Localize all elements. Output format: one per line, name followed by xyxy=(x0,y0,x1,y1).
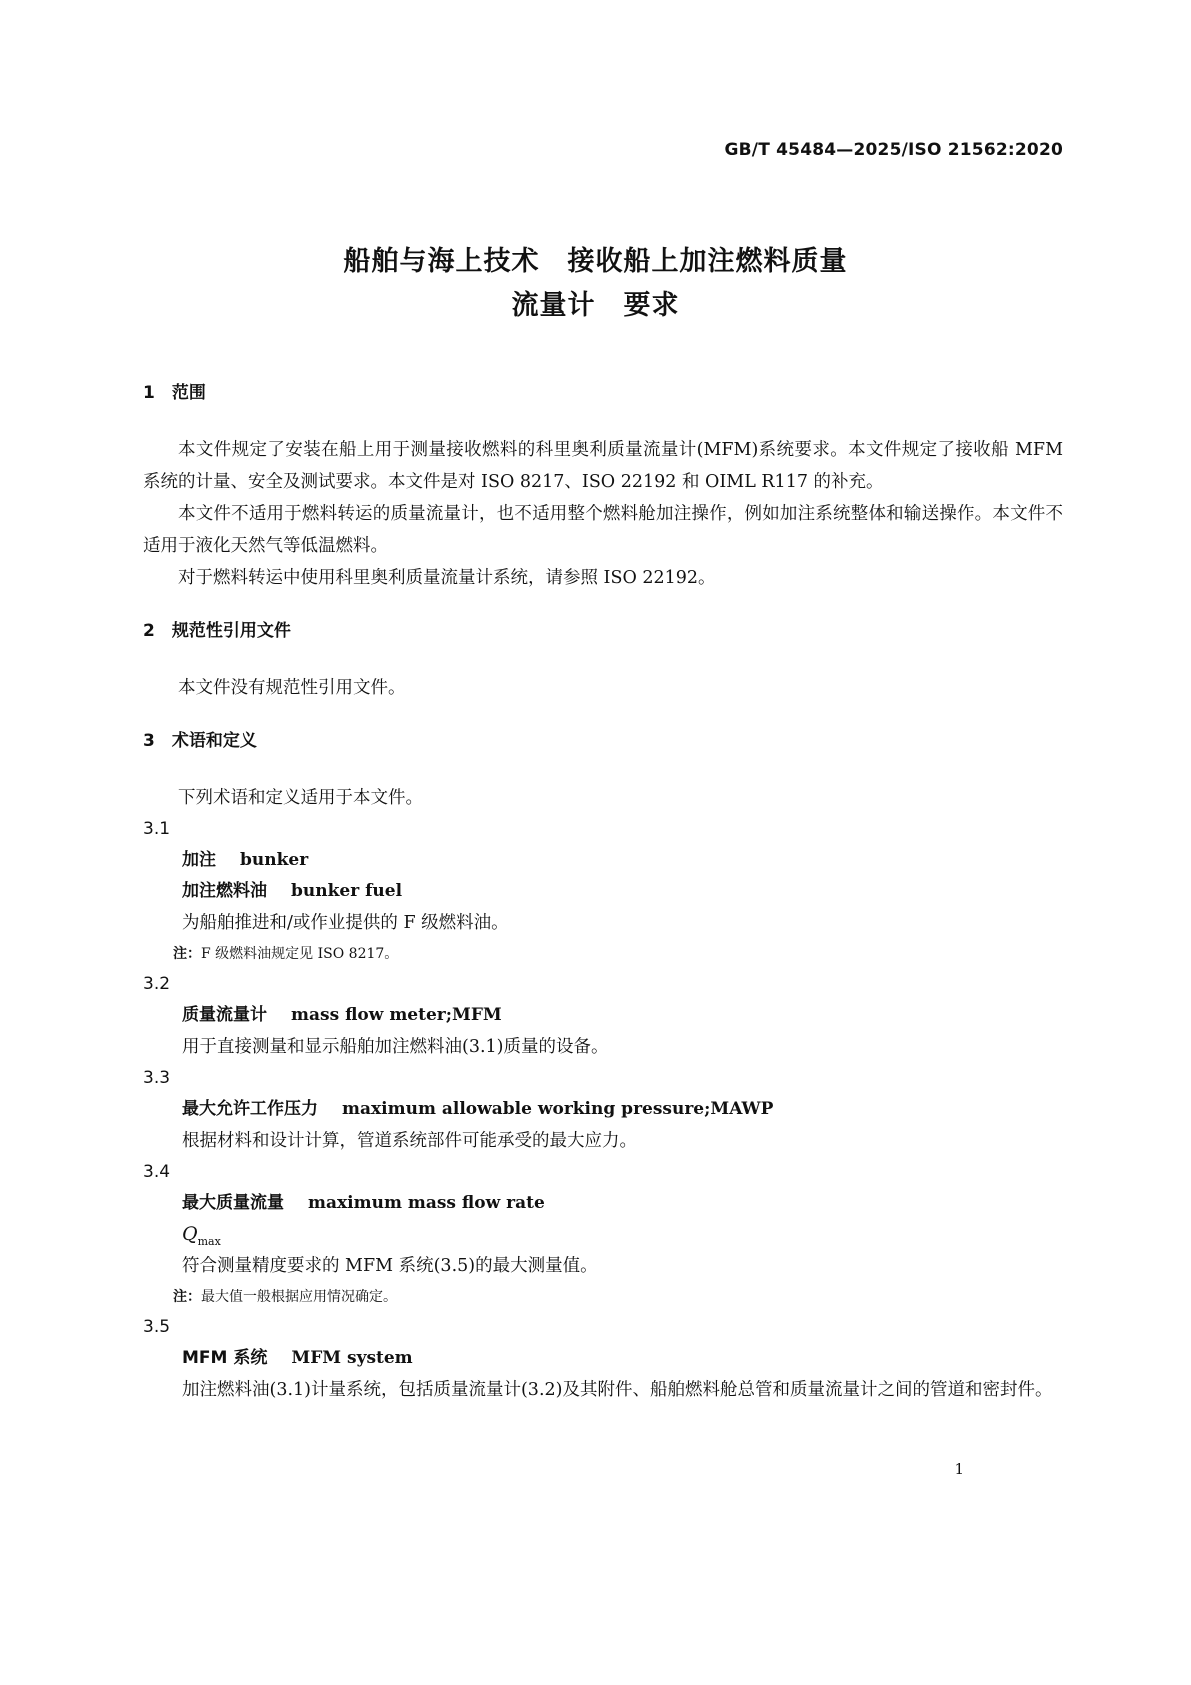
note-label: 注： xyxy=(173,946,201,962)
term-en: maximum mass flow rate xyxy=(308,1193,545,1213)
scope-paragraph-2: 本文件不适用于燃料转运的质量流量计，也不适用整个燃料舱加注操作，例如加注系统整体和输送操作。本文件不适用于液化天然气等低温燃料。 xyxy=(143,504,1063,556)
note-text: F 级燃料油规定见 ISO 8217。 xyxy=(201,946,399,962)
term-en: mass flow meter;MFM xyxy=(291,1005,502,1025)
term-note xyxy=(173,1282,1063,1312)
scope-paragraph-3: 对于燃料转运中使用科里奥利质量流量计系统，请参照 ISO 22192。 xyxy=(178,568,716,588)
page-number: 1 xyxy=(954,1460,964,1478)
term-definition: 加注燃料油(3.1)计量系统，包括质量流量计(3.2)及其附件、船舶燃料舱总管和质量流量计之间的管道和密封件。 xyxy=(182,1380,1053,1400)
term xyxy=(182,1000,1063,1031)
symbol-subscript: max xyxy=(197,1234,221,1248)
term-definition: 为船舶推进和/或作业提供的 F 级燃料油。 xyxy=(182,913,509,933)
document-title xyxy=(0,240,1191,328)
term-definition: 根据材料和设计计算，管道系统部件可能承受的最大应力。 xyxy=(182,1131,637,1151)
term-zh: 质量流量计 xyxy=(182,1005,267,1025)
term xyxy=(182,876,1063,907)
normative-references-paragraph: 本文件没有规范性引用文件。 xyxy=(178,678,406,698)
term-en: bunker xyxy=(240,850,309,870)
clause-number: 3.4 xyxy=(143,1162,171,1182)
scope-paragraph-1: 本文件规定了安装在船上用于测量接收燃料的科里奥利质量流量计(MFM)系统要求。本文件规定了接收船 MFM 系统的计量、安全及测试要求。本文件是对 ISO 8217、ISO 22192 和 OIML R117 的补充。 xyxy=(143,440,1063,492)
note-text: 最大值一般根据应用情况确定。 xyxy=(201,1289,397,1305)
title-line-1: 船舶与海上技术 接收船上加注燃料质量 xyxy=(343,246,848,277)
section-heading-terms: 3 术语和定义 xyxy=(143,731,257,751)
section-heading-normative-references: 2 规范性引用文件 xyxy=(143,621,291,641)
term-en: bunker fuel xyxy=(291,881,403,901)
term-definition: 用于直接测量和显示船舶加注燃料油(3.1)质量的设备。 xyxy=(182,1037,609,1057)
term-zh: 加注燃料油 xyxy=(182,881,267,901)
term-zh: 最大质量流量 xyxy=(182,1193,284,1213)
section-heading-scope: 1 范围 xyxy=(143,383,206,403)
clause-number: 3.1 xyxy=(143,819,171,839)
title-line-2: 流量计 要求 xyxy=(511,290,680,321)
term xyxy=(182,1188,1063,1219)
term xyxy=(182,1094,1063,1125)
term-zh: 最大允许工作压力 xyxy=(182,1099,318,1119)
term-zh: MFM 系统 xyxy=(182,1348,268,1368)
clause-number: 3.3 xyxy=(143,1068,171,1088)
term-definition: 符合测量精度要求的 MFM 系统(3.5)的最大测量值。 xyxy=(182,1256,598,1276)
note-label: 注： xyxy=(173,1289,201,1305)
document-body xyxy=(143,382,1063,1406)
terms-intro: 下列术语和定义适用于本文件。 xyxy=(178,788,423,808)
term-zh: 加注 xyxy=(182,850,216,870)
term-symbol xyxy=(182,1219,1063,1250)
term xyxy=(182,1343,1063,1374)
term-note xyxy=(173,939,1063,969)
term-en: MFM system xyxy=(291,1348,413,1368)
term xyxy=(182,845,1063,876)
standard-code: GB/T 45484—2025/ISO 21562:2020 xyxy=(724,140,1063,160)
symbol-main: Q xyxy=(182,1223,198,1245)
clause-number: 3.5 xyxy=(143,1317,171,1337)
clause-number: 3.2 xyxy=(143,974,171,994)
term-en: maximum allowable working pressure;MAWP xyxy=(342,1099,774,1119)
